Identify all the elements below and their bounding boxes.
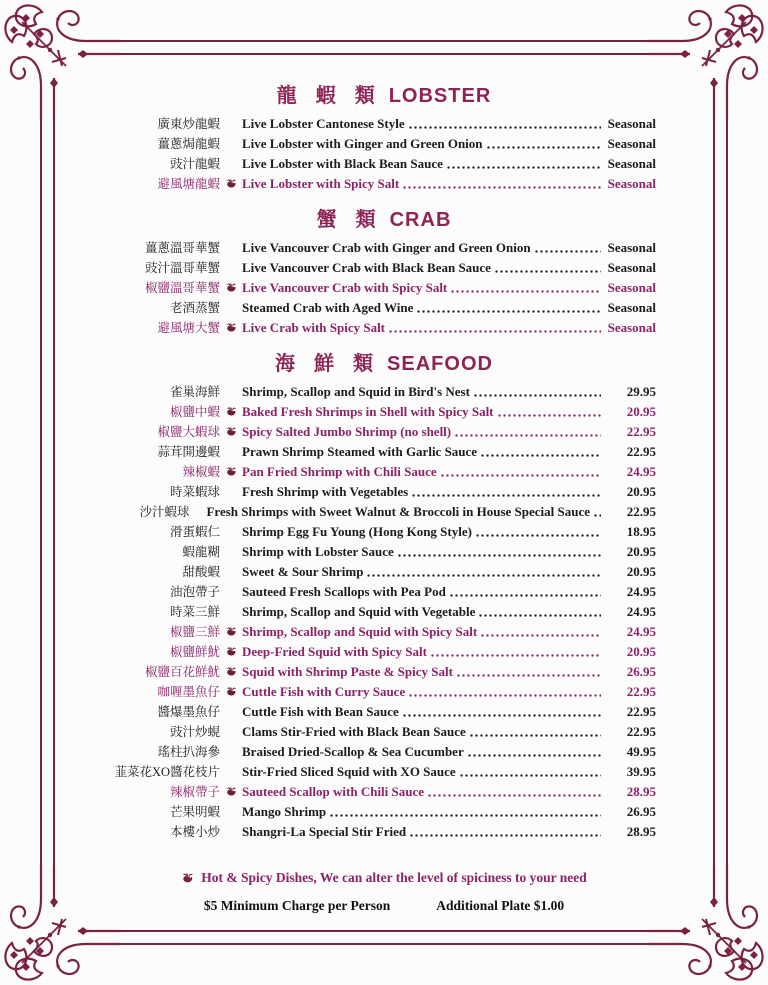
section-title-en: LOBSTER xyxy=(388,85,492,107)
icon-slot-empty xyxy=(220,585,242,599)
item-name-zh: 蒜茸開邊蝦 xyxy=(157,445,220,459)
footer-charges xyxy=(0,897,768,915)
footer-additional-plate: Additional Plate $1.00 xyxy=(436,898,565,913)
icon-slot-empty xyxy=(220,765,242,779)
section-rows xyxy=(86,238,656,338)
menu-item xyxy=(86,642,656,662)
item-name-en: Live Vancouver Crab with Black Bean Sauce xyxy=(242,260,491,275)
menu-item xyxy=(86,782,656,802)
footer-spicy-note xyxy=(181,869,587,887)
dotted-leader xyxy=(593,513,601,518)
dotted-leader xyxy=(480,453,601,458)
spicy-pepper-icon xyxy=(220,785,242,799)
icon-slot-empty xyxy=(220,261,242,275)
item-price: Seasonal xyxy=(607,300,656,315)
menu-item xyxy=(86,298,656,318)
item-name-zh: 瑤柱扒海參 xyxy=(157,745,220,759)
item-price: Seasonal xyxy=(607,260,656,275)
icon-slot-empty xyxy=(189,505,206,519)
item-price: 39.95 xyxy=(626,764,656,779)
menu-item xyxy=(86,542,656,562)
item-name-zh: 椒鹽大蝦球 xyxy=(157,425,220,439)
menu-item xyxy=(86,762,656,782)
item-price: 20.95 xyxy=(626,404,656,419)
item-price: Seasonal xyxy=(607,116,656,131)
item-price: 22.95 xyxy=(626,684,656,699)
item-name-zh: 椒鹽溫哥華蟹 xyxy=(144,281,220,295)
icon-slot-empty xyxy=(220,605,242,619)
item-name-en: Shrimp, Scallop and Squid with Vegetable xyxy=(242,604,476,619)
border-rule-left-outer xyxy=(40,118,42,867)
item-name-en: Squid with Shrimp Paste & Spicy Salt xyxy=(242,664,453,679)
icon-slot-empty xyxy=(220,157,242,171)
item-name-zh: 雀巢海鮮 xyxy=(169,385,220,399)
dotted-leader xyxy=(409,833,601,838)
item-name-en: Fresh Shrimps with Sweet Walnut & Broccoli in House Special Sauce xyxy=(206,504,590,519)
item-name-zh: 廣東炒龍蝦 xyxy=(157,117,220,131)
menu-item xyxy=(86,154,656,174)
item-name-zh: 韮菜花XO醬花枝片 xyxy=(114,765,220,779)
item-name-en: Prawn Shrimp Steamed with Garlic Sauce xyxy=(242,444,478,459)
border-rule-bottom-inner xyxy=(118,930,650,932)
spicy-pepper-icon xyxy=(220,321,242,335)
dotted-leader xyxy=(478,613,601,618)
spicy-pepper-icon xyxy=(220,425,242,439)
item-price: 22.95 xyxy=(626,724,656,739)
item-price: 29.95 xyxy=(626,384,656,399)
icon-slot-empty xyxy=(220,137,242,151)
menu-item xyxy=(86,442,656,462)
icon-slot-empty xyxy=(220,241,242,255)
border-rule-bottom-outer xyxy=(118,943,650,945)
item-name-en: Stir-Fried Sliced Squid with XO Sauce xyxy=(242,764,456,779)
item-price: Seasonal xyxy=(607,176,656,191)
icon-slot-empty xyxy=(220,445,242,459)
item-price: 22.95 xyxy=(626,704,656,719)
item-name-zh: 避風塘大蟹 xyxy=(157,321,220,335)
item-name-zh: 辣椒帶子 xyxy=(169,785,220,799)
menu-item xyxy=(86,582,656,602)
item-price: 22.95 xyxy=(626,424,656,439)
section-title-zh: 蟹 類 xyxy=(316,209,383,231)
menu-item xyxy=(86,562,656,582)
section-rows xyxy=(86,114,656,194)
spicy-pepper-icon xyxy=(220,177,242,191)
dotted-leader xyxy=(416,309,601,314)
item-name-en: Braised Dried-Scallop & Sea Cucumber xyxy=(242,744,464,759)
icon-slot-empty xyxy=(220,805,242,819)
item-name-zh: 本樓小炒 xyxy=(169,825,220,839)
item-price: Seasonal xyxy=(607,240,656,255)
menu-item xyxy=(86,258,656,278)
dotted-leader xyxy=(454,433,601,438)
dotted-leader xyxy=(456,673,601,678)
item-name-en: Sweet & Sour Shrimp xyxy=(242,564,364,579)
item-name-en: Cuttle Fish with Bean Sauce xyxy=(242,704,399,719)
section-title xyxy=(99,350,669,378)
section-title-zh: 龍 蝦 類 xyxy=(276,85,382,107)
item-name-en: Shangri-La Special Stir Fried xyxy=(242,824,407,839)
icon-slot-empty xyxy=(220,725,242,739)
item-name-zh: 芒果明蝦 xyxy=(169,805,220,819)
menu-item xyxy=(86,722,656,742)
section-title-en: CRAB xyxy=(389,209,452,231)
item-name-zh: 豉汁龍蝦 xyxy=(169,157,220,171)
item-price: Seasonal xyxy=(607,136,656,151)
item-name-en: Clams Stir-Fried with Black Bean Sauce xyxy=(242,724,466,739)
menu-item xyxy=(86,402,656,422)
item-name-en: Spicy Salted Jumbo Shrimp (no shell) xyxy=(242,424,452,439)
item-name-en: Shrimp with Lobster Sauce xyxy=(242,544,394,559)
item-name-en: Live Lobster with Spicy Salt xyxy=(242,176,400,191)
footer-spicy-note-text: Hot & Spicy Dishes, We can alter the level of spiciness to your need xyxy=(201,870,587,885)
section-title-en: SEAFOOD xyxy=(387,353,493,375)
item-price: 26.95 xyxy=(626,804,656,819)
item-name-en: Steamed Crab with Aged Wine xyxy=(242,300,414,315)
item-price: 20.95 xyxy=(626,544,656,559)
dotted-leader xyxy=(427,793,601,798)
item-price: Seasonal xyxy=(607,156,656,171)
item-price: 24.95 xyxy=(626,464,656,479)
menu-section-crab xyxy=(86,206,656,338)
menu-item xyxy=(86,822,656,842)
item-price: 20.95 xyxy=(626,644,656,659)
dotted-leader xyxy=(408,125,601,130)
item-name-en: Shrimp Egg Fu Young (Hong Kong Style) xyxy=(242,524,472,539)
item-name-zh: 蝦龍糊 xyxy=(182,545,220,559)
item-price: 26.95 xyxy=(626,664,656,679)
menu-item xyxy=(86,802,656,822)
dotted-leader xyxy=(459,773,601,778)
item-name-en: Live Lobster with Ginger and Green Onion xyxy=(242,136,483,151)
item-price: 28.95 xyxy=(626,824,656,839)
item-name-en: Sauteed Scallop with Chili Sauce xyxy=(242,784,425,799)
icon-slot-empty xyxy=(220,385,242,399)
item-name-en: Fresh Shrimp with Vegetables xyxy=(242,484,409,499)
item-name-en: Live Lobster with Black Bean Sauce xyxy=(242,156,443,171)
dotted-leader xyxy=(469,733,601,738)
item-price: 20.95 xyxy=(626,484,656,499)
menu-item xyxy=(86,662,656,682)
section-title xyxy=(99,82,669,110)
item-name-zh: 豉汁溫哥華蟹 xyxy=(144,261,220,275)
item-name-en: Shrimp, Scallop and Squid in Bird's Nest xyxy=(242,384,470,399)
item-name-zh: 避風塘龍蝦 xyxy=(157,177,220,191)
icon-slot-empty xyxy=(220,545,242,559)
menu-item xyxy=(86,682,656,702)
menu-item xyxy=(86,278,656,298)
border-rule-top-inner xyxy=(118,53,650,55)
dotted-leader xyxy=(534,249,601,254)
dotted-leader xyxy=(446,165,601,170)
dotted-leader xyxy=(397,553,601,558)
menu-footer xyxy=(0,869,768,915)
item-name-zh: 咖喱墨魚仔 xyxy=(157,685,220,699)
item-name-zh: 滑蛋蝦仁 xyxy=(169,525,220,539)
menu-item xyxy=(86,742,656,762)
menu-item xyxy=(86,422,656,442)
item-name-en: Shrimp, Scallop and Squid with Spicy Salt xyxy=(242,624,478,639)
menu-item xyxy=(86,318,656,338)
item-name-zh: 椒鹽中蝦 xyxy=(169,405,220,419)
section-title-zh: 海 鮮 類 xyxy=(275,353,381,375)
item-price: 18.95 xyxy=(626,524,656,539)
icon-slot-empty xyxy=(220,301,242,315)
footer-min-charge: $5 Minimum Charge per Person xyxy=(203,898,391,913)
dotted-leader xyxy=(430,653,601,658)
item-name-zh: 椒鹽鮮魷 xyxy=(169,645,220,659)
item-name-en: Cuttle Fish with Curry Sauce xyxy=(242,684,406,699)
dotted-leader xyxy=(388,329,601,334)
icon-slot-empty xyxy=(220,825,242,839)
menu-item xyxy=(86,502,656,522)
icon-slot-empty xyxy=(220,745,242,759)
item-name-zh: 辣椒蝦 xyxy=(182,465,220,479)
menu-item xyxy=(86,522,656,542)
menu-item xyxy=(86,622,656,642)
spicy-pepper-icon xyxy=(181,871,195,885)
menu-item xyxy=(86,134,656,154)
dotted-leader xyxy=(411,493,601,498)
dotted-leader xyxy=(402,713,601,718)
spicy-pepper-icon xyxy=(220,281,242,295)
item-name-zh: 甜酸蝦 xyxy=(182,565,220,579)
menu-item xyxy=(86,602,656,622)
item-price: Seasonal xyxy=(607,320,656,335)
item-price: 20.95 xyxy=(626,564,656,579)
spicy-pepper-icon xyxy=(220,665,242,679)
dotted-leader xyxy=(329,813,601,818)
border-rule-top-outer xyxy=(118,40,650,42)
border-rule-right-outer xyxy=(726,118,728,867)
menu-section-lobster xyxy=(86,82,656,194)
item-price: 28.95 xyxy=(626,784,656,799)
item-name-en: Live Lobster Cantonese Style xyxy=(242,116,405,131)
menu-item xyxy=(86,462,656,482)
item-price: 49.95 xyxy=(626,744,656,759)
dotted-leader xyxy=(480,633,601,638)
dotted-leader xyxy=(449,593,601,598)
border-rule-left-inner xyxy=(53,118,55,867)
item-name-zh: 沙汁蝦球 xyxy=(139,505,190,519)
dotted-leader xyxy=(486,145,601,150)
icon-slot-empty xyxy=(220,565,242,579)
menu-item xyxy=(86,174,656,194)
menu-item xyxy=(86,382,656,402)
icon-slot-empty xyxy=(220,117,242,131)
spicy-pepper-icon xyxy=(220,685,242,699)
item-name-zh: 老酒蒸蟹 xyxy=(169,301,220,315)
spicy-pepper-icon xyxy=(220,405,242,419)
item-name-en: Live Vancouver Crab with Spicy Salt xyxy=(242,280,448,295)
spicy-pepper-icon xyxy=(220,645,242,659)
dotted-leader xyxy=(494,269,601,274)
dotted-leader xyxy=(402,185,601,190)
item-name-zh: 醬爆墨魚仔 xyxy=(157,705,220,719)
item-name-zh: 時菜蝦球 xyxy=(169,485,220,499)
item-name-zh: 椒鹽百花鮮魷 xyxy=(144,665,220,679)
dotted-leader xyxy=(366,573,601,578)
icon-slot-empty xyxy=(220,485,242,499)
item-price: 24.95 xyxy=(626,584,656,599)
item-name-zh: 薑蔥溫哥華蟹 xyxy=(144,241,220,255)
item-price: 24.95 xyxy=(626,624,656,639)
item-name-en: Mango Shrimp xyxy=(242,804,327,819)
dotted-leader xyxy=(440,473,601,478)
menu-item xyxy=(86,114,656,134)
menu-item xyxy=(86,238,656,258)
dotted-leader xyxy=(473,393,601,398)
item-price: Seasonal xyxy=(607,280,656,295)
dotted-leader xyxy=(450,289,601,294)
menu-item xyxy=(86,482,656,502)
item-name-en: Baked Fresh Shrimps in Shell with Spicy Salt xyxy=(242,404,494,419)
item-name-zh: 豉汁炒蜆 xyxy=(169,725,220,739)
dotted-leader xyxy=(408,693,601,698)
item-name-zh: 椒鹽三鮮 xyxy=(169,625,220,639)
item-price: 24.95 xyxy=(626,604,656,619)
item-name-zh: 時菜三鮮 xyxy=(169,605,220,619)
item-name-en: Deep-Fried Squid with Spicy Salt xyxy=(242,644,427,659)
section-rows xyxy=(86,382,656,842)
border-rule-right-inner xyxy=(713,118,715,867)
item-name-en: Live Vancouver Crab with Ginger and Green Onion xyxy=(242,240,531,255)
menu-root xyxy=(86,82,656,842)
spicy-pepper-icon xyxy=(220,625,242,639)
menu-item xyxy=(86,702,656,722)
item-name-en: Live Crab with Spicy Salt xyxy=(242,320,386,335)
dotted-leader xyxy=(467,753,601,758)
dotted-leader xyxy=(497,413,601,418)
item-price: 22.95 xyxy=(626,444,656,459)
section-title xyxy=(99,206,669,234)
spicy-pepper-icon xyxy=(220,465,242,479)
item-name-zh: 薑蔥焗龍蝦 xyxy=(157,137,220,151)
item-price: 22.95 xyxy=(626,504,656,519)
item-name-en: Sauteed Fresh Scallops with Pea Pod xyxy=(242,584,446,599)
item-name-zh: 油泡帶子 xyxy=(169,585,220,599)
item-name-en: Pan Fried Shrimp with Chili Sauce xyxy=(242,464,437,479)
icon-slot-empty xyxy=(220,705,242,719)
menu-section-seafood xyxy=(86,350,656,842)
icon-slot-empty xyxy=(220,525,242,539)
dotted-leader xyxy=(475,533,601,538)
